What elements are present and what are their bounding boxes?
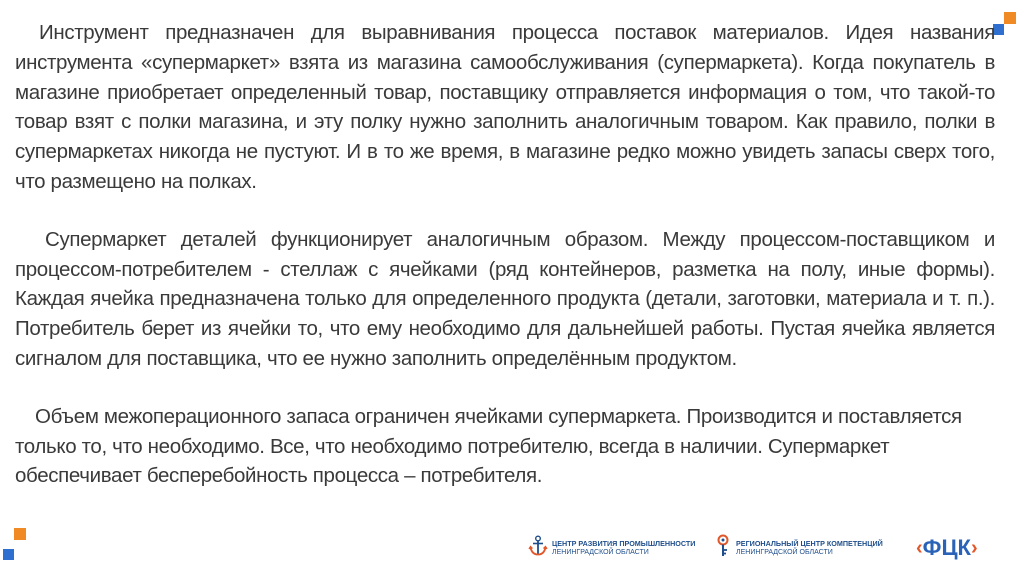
corner-square-orange-bottom [14, 528, 26, 540]
logo-rck-title: РЕГИОНАЛЬНЫЙ ЦЕНТР КОМПЕТЕНЦИЙ [736, 539, 883, 548]
logo-cpp-subtitle: ЛЕНИНГРАДСКОЙ ОБЛАСТИ [552, 549, 649, 556]
paragraph-2: Супермаркет деталей функционирует аналогичным образом. Между процессом-поставщиком и процессом-потребителем - стеллаж с ячейками (ряд контейнеров, разметка на полу, иные формы). Каждая ячейка предназначена только для определенного продукта (детали, заготовки, материала и т. п.). Потребитель берет из ячейки то, что ему необходимо для дальнейшей работы. Пустая ячейка является сигналом для поставщика, что ее нужно заполнить определённым продуктом. [15, 227, 995, 370]
logo-fck-text: ФЦК [922, 535, 971, 560]
logo-rck-subtitle: ЛЕНИНГРАДСКОЙ ОБЛАСТИ [736, 549, 833, 556]
logo-industry-development-center [528, 530, 703, 566]
slide-body-text [15, 18, 995, 491]
corner-square-orange-top [1004, 12, 1016, 24]
corner-square-blue-bottom [3, 549, 14, 560]
anchor-emblem-icon [528, 535, 548, 562]
logo-regional-competence-center [714, 530, 910, 566]
chevron-right-icon: › [970, 536, 978, 559]
logo-fck [916, 530, 1012, 566]
key-emblem-icon [714, 534, 732, 563]
paragraph-3: Объем межоперационного запаса ограничен ячейками супермаркета. Производится и поставляется только то, что необходимо. Все, что необходимо потребителю, всегда в наличии. Супермаркет обеспечивает бесперебойность процесса – потребителя. [15, 404, 962, 488]
logo-cpp-title: ЦЕНТР РАЗВИТИЯ ПРОМЫШЛЕННОСТИ [552, 539, 696, 548]
paragraph-1: Инструмент предназначен для выравнивания процесса поставок материалов. Идея названия инструмента «супермаркет» взята из магазина самообслуживания (супермаркета). Когда покупатель в магазине приобретает определенный товар, поставщику отправляется информация о том, что такой-то товар взят с полки магазина, и эту полку нужно заполнить аналогичным товаром. Как правило, полки в супермаркетах никогда не пустуют. И в то же время, в магазине редко можно увидеть запасы сверх того, что размещено на полках. [15, 21, 995, 193]
chevron-left-icon: ‹ [916, 536, 923, 559]
